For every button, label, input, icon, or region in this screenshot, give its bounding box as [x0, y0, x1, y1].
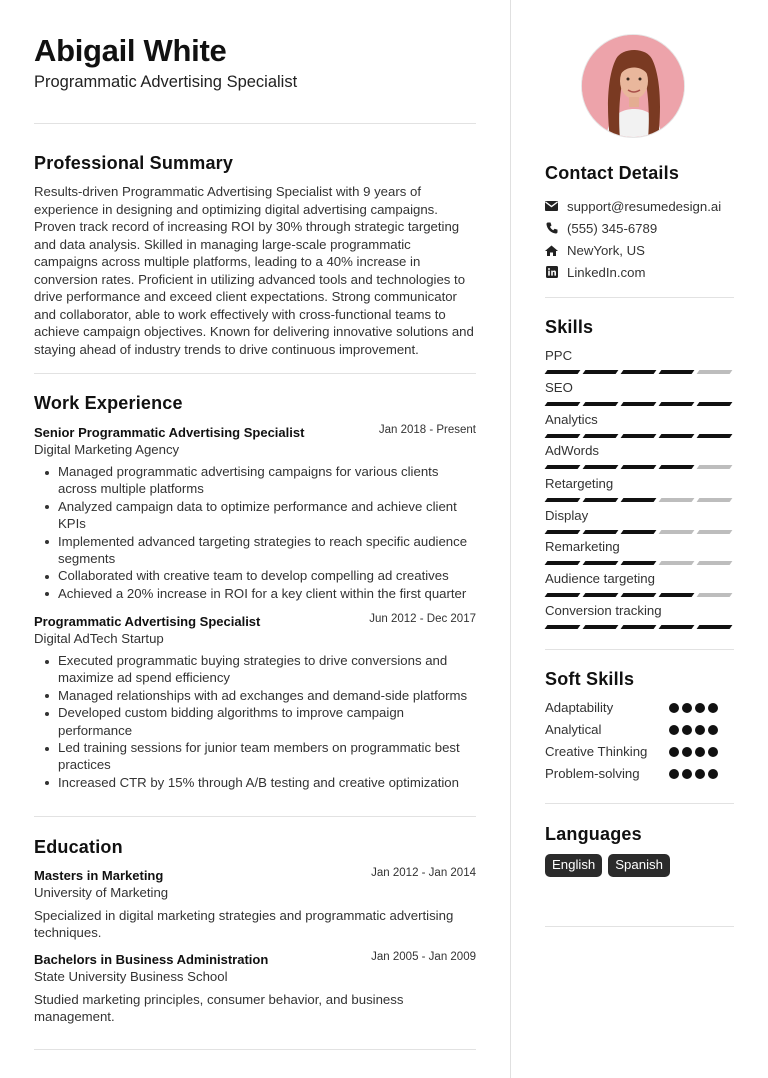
experience-heading: Work Experience: [34, 393, 183, 413]
divider: [545, 803, 734, 804]
contact-phone-text: (555) 345-6789: [567, 220, 658, 236]
job-title: Programmatic Advertising Specialist: [34, 614, 261, 629]
divider: [34, 373, 476, 374]
skill-row: [545, 476, 734, 502]
degree-title: Masters in Marketing: [34, 868, 164, 883]
job-company: Digital Marketing Agency: [34, 442, 180, 457]
soft-skill-name: Problem-solving: [545, 766, 640, 781]
languages-list: [545, 854, 670, 877]
contact-email[interactable]: [545, 197, 721, 215]
skill-level-bar: [545, 370, 734, 374]
soft-skill-row: [545, 743, 734, 765]
skill-name: Conversion tracking: [545, 603, 662, 618]
divider: [545, 649, 734, 650]
contact-linkedin-text: LinkedIn.com: [567, 264, 646, 280]
education-entry: [34, 867, 476, 942]
education-heading: Education: [34, 837, 123, 857]
divider: [34, 123, 476, 124]
school-name: University of Marketing: [34, 885, 169, 900]
soft-skill-row: [545, 699, 734, 721]
bullet-item: Increased CTR by 15% through A/B testing and creative optimization: [34, 774, 476, 791]
degree-title: Bachelors in Business Administration: [34, 952, 269, 967]
bullet-item: Achieved a 20% increase in ROI for a key client within the first quarter: [34, 585, 476, 602]
divider: [34, 1049, 476, 1050]
soft-skill-name: Analytical: [545, 722, 602, 737]
languages-heading: Languages: [545, 824, 642, 844]
linkedin-icon: [545, 266, 558, 279]
summary-heading: Professional Summary: [34, 153, 234, 173]
soft-skill-name: Creative Thinking: [545, 744, 648, 759]
bullet-item: Managed relationships with ad exchanges and demand-side platforms: [34, 687, 476, 704]
soft-skills-heading: Soft Skills: [545, 669, 635, 689]
skill-row: [545, 603, 734, 629]
job-entry: [34, 613, 476, 791]
candidate-title: Programmatic Advertising Specialist: [34, 73, 298, 91]
candidate-name: Abigail White: [34, 33, 227, 68]
contact-email-text: support@resumedesign.ai: [567, 198, 722, 214]
skill-level-bar: [545, 434, 734, 438]
skill-level-bar: [545, 465, 734, 469]
bullet-item: Managed programmatic advertising campaigns for various clients across multiple platforms: [34, 463, 476, 498]
skill-level-bar: [545, 593, 734, 597]
skill-level-bar: [545, 561, 734, 565]
home-icon: [545, 244, 558, 257]
contact-phone[interactable]: [545, 219, 657, 237]
divider: [545, 926, 734, 927]
job-company: Digital AdTech Startup: [34, 631, 164, 646]
skill-level-bar: [545, 498, 734, 502]
school-name: State University Business School: [34, 969, 228, 984]
portrait-icon: [582, 35, 685, 138]
job-bullets: [34, 652, 476, 791]
job-title: Senior Programmatic Advertising Specialist: [34, 425, 305, 440]
skill-name: Audience targeting: [545, 571, 655, 586]
job-bullets: [34, 463, 476, 602]
skill-level-bar: [545, 402, 734, 406]
language-chip: English: [545, 854, 602, 877]
contact-linkedin[interactable]: [545, 263, 645, 281]
skill-name: AdWords: [545, 443, 599, 458]
education-dates: Jan 2005 - Jan 2009: [371, 951, 476, 963]
soft-skill-name: Adaptability: [545, 700, 614, 715]
avatar: [581, 34, 685, 138]
soft-skill-row: [545, 721, 734, 743]
envelope-icon: [545, 200, 558, 213]
skill-name: Remarketing: [545, 539, 620, 554]
skill-level-bar: [545, 530, 734, 534]
skill-row: [545, 539, 734, 565]
skills-heading: Skills: [545, 317, 594, 337]
bullet-item: Implemented advanced targeting strategies to reach specific audience segments: [34, 533, 476, 568]
soft-skill-rating: [669, 747, 718, 757]
soft-skill-row: [545, 765, 734, 787]
education-dates: Jan 2012 - Jan 2014: [371, 867, 476, 879]
job-dates: Jun 2012 - Dec 2017: [369, 613, 476, 625]
soft-skill-rating: [669, 703, 718, 713]
skill-name: Retargeting: [545, 476, 614, 491]
skill-row: [545, 508, 734, 534]
skill-name: Analytics: [545, 412, 598, 427]
education-description: Studied marketing principles, consumer behavior, and business management.: [34, 992, 404, 1025]
bullet-item: Led training sessions for junior team members on programmatic best practices: [34, 739, 476, 774]
education-entry: [34, 951, 476, 1026]
soft-skill-rating: [669, 769, 718, 779]
contact-location: [545, 241, 645, 259]
skill-row: [545, 571, 734, 597]
skill-row: [545, 443, 734, 469]
contact-heading: Contact Details: [545, 163, 680, 183]
language-chip: Spanish: [608, 854, 670, 877]
divider: [34, 816, 476, 817]
bullet-item: Analyzed campaign data to optimize performance and achieve client KPIs: [34, 498, 476, 533]
job-dates: Jan 2018 - Present: [378, 424, 476, 436]
skill-row: [545, 412, 734, 438]
contact-location-text: NewYork, US: [567, 242, 645, 258]
skill-name: SEO: [545, 380, 573, 395]
phone-icon: [545, 222, 558, 235]
skill-level-bar: [545, 625, 734, 629]
soft-skill-rating: [669, 725, 718, 735]
skill-row: [545, 348, 734, 374]
bullet-item: Developed custom bidding algorithms to improve campaign performance: [34, 704, 476, 739]
job-entry: [34, 424, 476, 602]
education-description: Specialized in digital marketing strategies and programmatic advertising techniques.: [34, 908, 454, 941]
skill-name: PPC: [545, 348, 573, 363]
summary-text: Results-driven Programmatic Advertising Specialist with 9 years of experience in designing and optimizing digital advertising campaigns. Proven track record of increasing ROI by 30% through strategic targeting and data analysis. Skilled in managing large-scale programmatic campaigns across multiple platforms, leading to a 40% increase in conversion rates. Proficient in utilizing advanced tools and technologies to drive performance and exceed client expectations. Strong communicator and collaborator, able to work effectively with cross-functional teams to achieve campaign objectives. Known for delivering innovative solutions and staying ahead of industry trends to drive continuous improvement.: [34, 184, 474, 357]
column-divider: [510, 0, 511, 1078]
bullet-item: Executed programmatic buying strategies to drive conversions and maximize ad spend efficiency: [34, 652, 476, 687]
divider: [545, 297, 734, 298]
skill-row: [545, 380, 734, 406]
bullet-item: Collaborated with creative team to develop compelling ad creatives: [34, 567, 476, 584]
skill-name: Display: [545, 508, 589, 523]
